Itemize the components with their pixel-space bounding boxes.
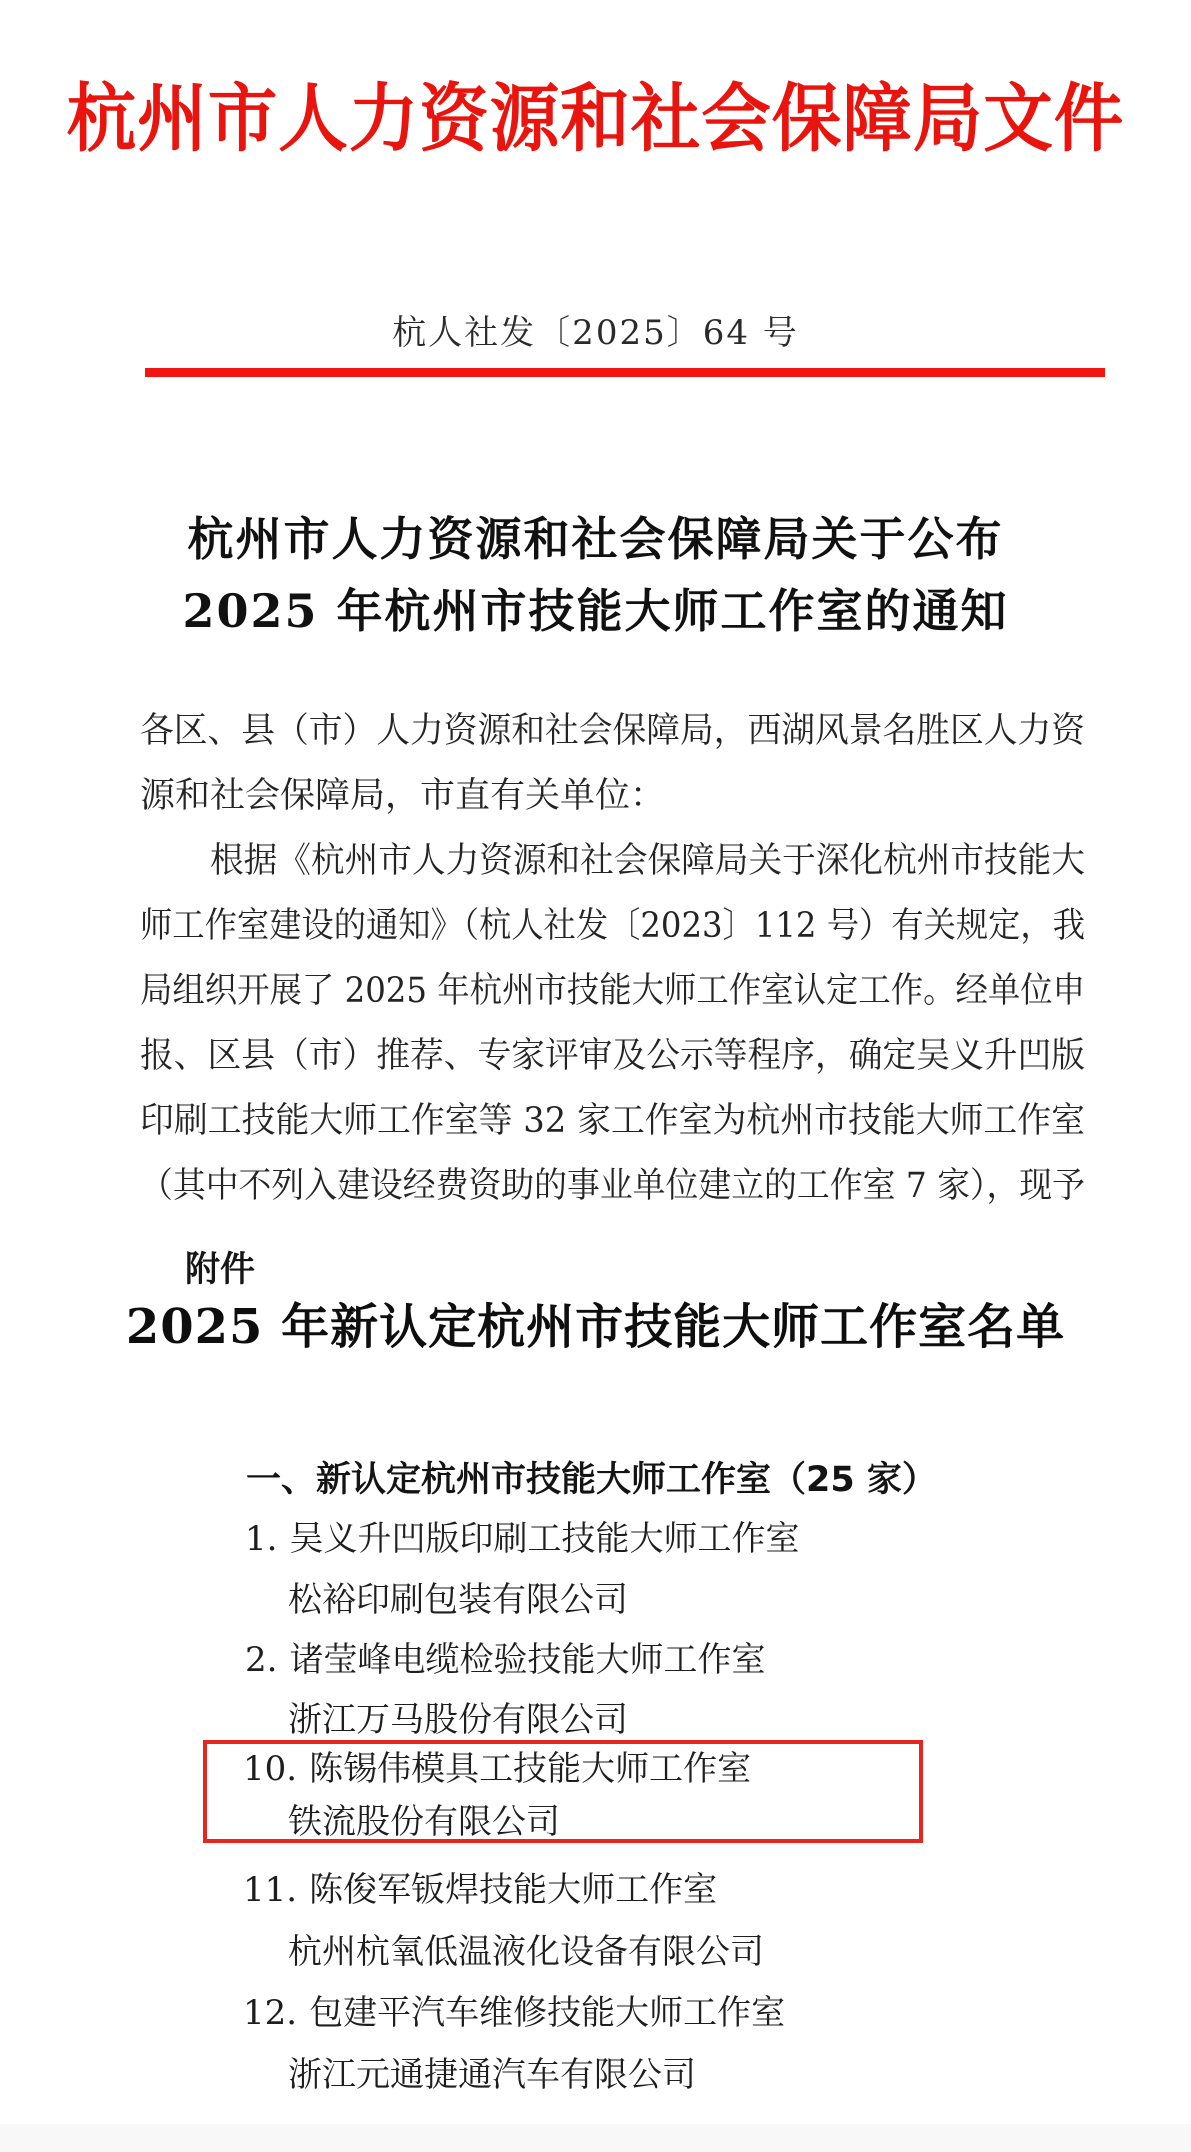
- agency-banner-title: 杭州市人力资源和社会保障局文件: [66, 76, 1125, 162]
- notice-title-line1: 杭州市人力资源和社会保障局关于公布: [187, 512, 1004, 566]
- doc-number: 杭人社发〔2025〕64 号: [392, 313, 799, 353]
- workshop-name: 陈锡伟模具工技能大师工作室: [309, 1749, 752, 1789]
- red-separator-line: [145, 368, 1105, 377]
- body-line: （其中不列入建设经费资助的事业单位建立的工作室 7 家），现予: [140, 1166, 1085, 1206]
- body-line: 源和社会保障局，市直有关单位：: [140, 776, 666, 816]
- entry-number: 1.: [245, 1519, 278, 1559]
- body-line: 根据《杭州市人力资源和社会保障局关于深化杭州市技能大: [210, 841, 1085, 881]
- workshop-name: 包建平汽车维修技能大师工作室: [309, 1993, 786, 2033]
- company-name: 浙江元通捷通汽车有限公司: [288, 2055, 696, 2095]
- company-name: 松裕印刷包装有限公司: [288, 1580, 628, 1620]
- attachment-label: 附件: [185, 1250, 256, 1290]
- entry-number: 10.: [243, 1749, 298, 1789]
- workshop-entry-highlighted: [243, 1750, 751, 1788]
- body-line: 师工作室建设的通知》（杭人社发〔2023〕112 号）有关规定，我: [140, 906, 1085, 946]
- workshop-entry: [243, 1871, 717, 1909]
- workshop-name: 诸莹峰电缆检验技能大师工作室: [289, 1640, 766, 1680]
- body-line: 印刷工技能大师工作室等 32 家工作室为杭州市技能大师工作室: [140, 1101, 1085, 1141]
- workshop-name: 陈俊军钣焊技能大师工作室: [309, 1870, 718, 1910]
- entry-number: 11.: [243, 1870, 298, 1910]
- body-line: 局组织开展了 2025 年杭州市技能大师工作室认定工作。经单位申: [140, 971, 1085, 1011]
- notice-body: [140, 699, 1085, 1219]
- workshop-name: 吴义升凹版印刷工技能大师工作室: [289, 1519, 800, 1559]
- attachment-title: 2025 年新认定杭州市技能大师工作室名单: [125, 1299, 1066, 1355]
- notice-title-line2: 2025 年杭州市技能大师工作室的通知: [182, 584, 1009, 638]
- body-line: 报、区县（市）推荐、专家评审及公示等程序，确定吴义升凹版: [140, 1036, 1085, 1076]
- body-line: 各区、县（市）人力资源和社会保障局，西湖风景名胜区人力资: [140, 711, 1085, 751]
- workshop-entry: [245, 1520, 799, 1558]
- entry-number: 12.: [243, 1993, 298, 2033]
- company-name: 浙江万马股份有限公司: [288, 1700, 628, 1740]
- section-heading: 一、新认定杭州市技能大师工作室（25 家）: [246, 1460, 937, 1500]
- workshop-entry: [245, 1641, 765, 1679]
- company-name: 铁流股份有限公司: [288, 1802, 560, 1842]
- company-name: 杭州杭氧低温液化设备有限公司: [288, 1932, 764, 1972]
- entry-number: 2.: [245, 1640, 278, 1680]
- page-bottom-shading: [0, 2124, 1191, 2152]
- workshop-entry: [243, 1994, 785, 2032]
